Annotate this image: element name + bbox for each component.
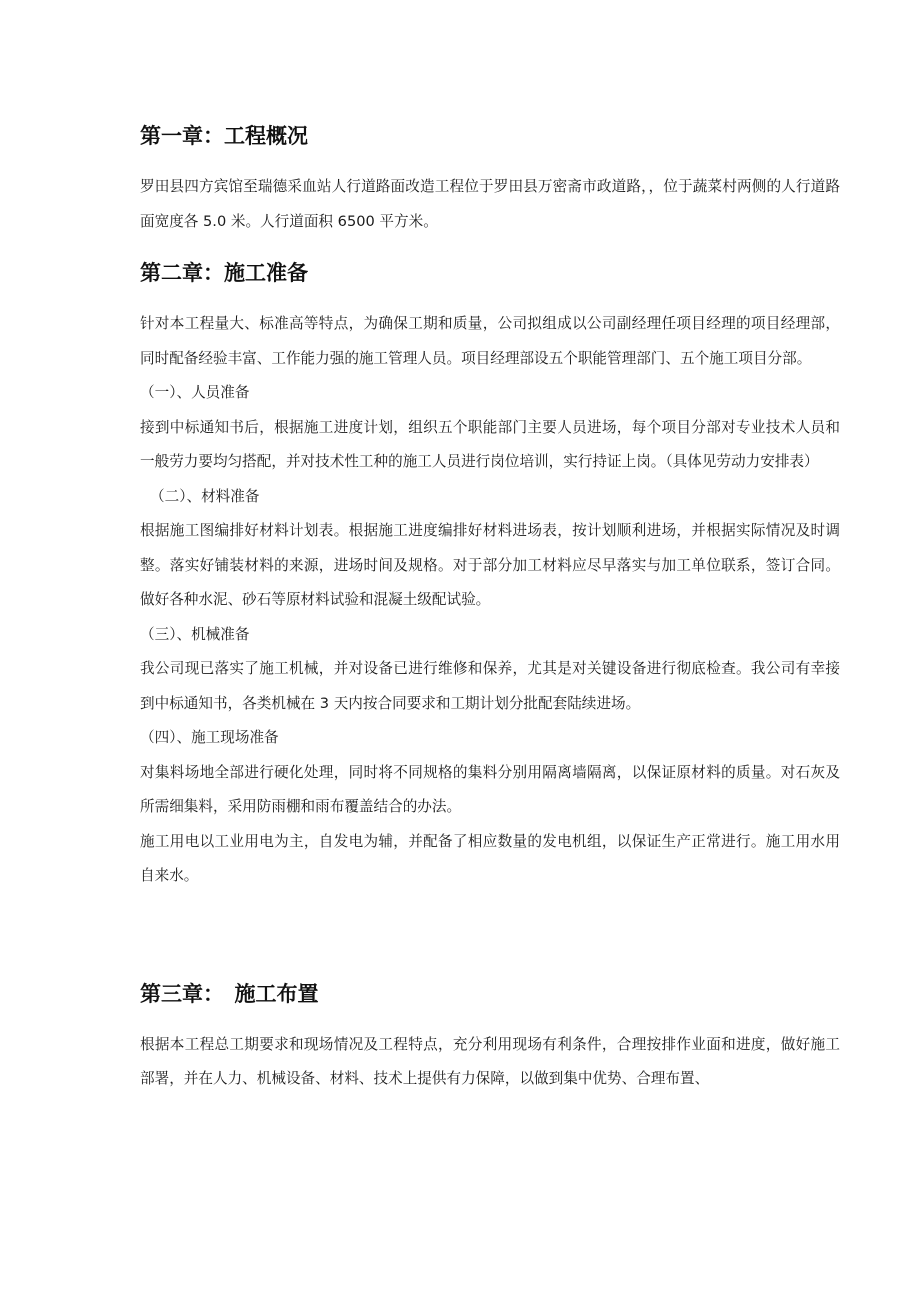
- section-machinery-heading: （三）、机械准备: [140, 625, 250, 643]
- section-personnel-text: 接到中标通知书后，根据施工进度计划，组织五个职能部门主要人员进场，每个项目分部对专业技术人员和一般劳力要均匀搭配，并对技术性工种的施工人员进行岗位培训，实行持证上岗。（具体见劳动力安排表）: [140, 418, 840, 470]
- section-materials-text: 根据施工图编排好材料计划表。根据施工进度编排好材料进场表，按计划顺利进场，并根据实际情况及时调整。落实好铺装材料的来源，进场时间及规格。对于部分加工材料应尽早落实与加工单位联系，签订合同。做好各种水泥、砂石等原材料试验和混凝土级配试验。: [140, 522, 840, 608]
- chapter-2-intro: 针对本工程量大、标准高等特点，为确保工期和质量，公司拟组成以公司副经理任项目经理的项目经理部，同时配备经验丰富、工作能力强的施工管理人员。项目经理部设五个职能管理部门、五个施工项目分部。: [140, 315, 840, 367]
- section-materials-heading: （二）、材料准备: [150, 487, 260, 505]
- chapter-1-paragraph: 罗田县四方宾馆至瑞德采血站人行道路面改造工程位于罗田县万密斋市政道路，，位于蔬菜村两侧的人行道路面宽度各 5.0 米。人行道面积 6500 平方米。: [140, 178, 840, 230]
- chapter-2-title: 第二章：施工准备: [140, 261, 308, 285]
- section-personnel-heading: （一）、人员准备: [140, 384, 250, 401]
- chapter-3-title: 第三章： 施工布置: [140, 981, 319, 1006]
- section-site-text-2: 施工用电以工业用电为主，自发电为辅，并配备了相应数量的发电机组，以保证生产正常进行。施工用水用自来水。: [140, 832, 840, 884]
- section-site-heading: （四）、施工现场准备: [140, 729, 279, 746]
- chapter-3-paragraph: 根据本工程总工期要求和现场情况及工程特点，充分利用现场有利条件，合理按排作业面和进度，做好施工部署，并在人力、机械设备、材料、技术上提供有力保障，以做到集中优势、合理布置、: [140, 1035, 840, 1087]
- document-body: [140, 118, 840, 1097]
- chapter-1-title: 第一章：工程概况: [140, 124, 308, 148]
- section-site-text-1: 对集料场地全部进行硬化处理，同时将不同规格的集料分别用隔离墙隔离，以保证原材料的质量。对石灰及所需细集料，采用防雨棚和雨布覆盖结合的办法。: [140, 763, 840, 815]
- section-machinery-text: 我公司现已落实了施工机械，并对设备已进行维修和保养，尤其是对关键设备进行彻底检查。我公司有幸接到中标通知书，各类机械在 3 天内按合同要求和工期计划分批配套陆续进场。: [140, 660, 840, 712]
